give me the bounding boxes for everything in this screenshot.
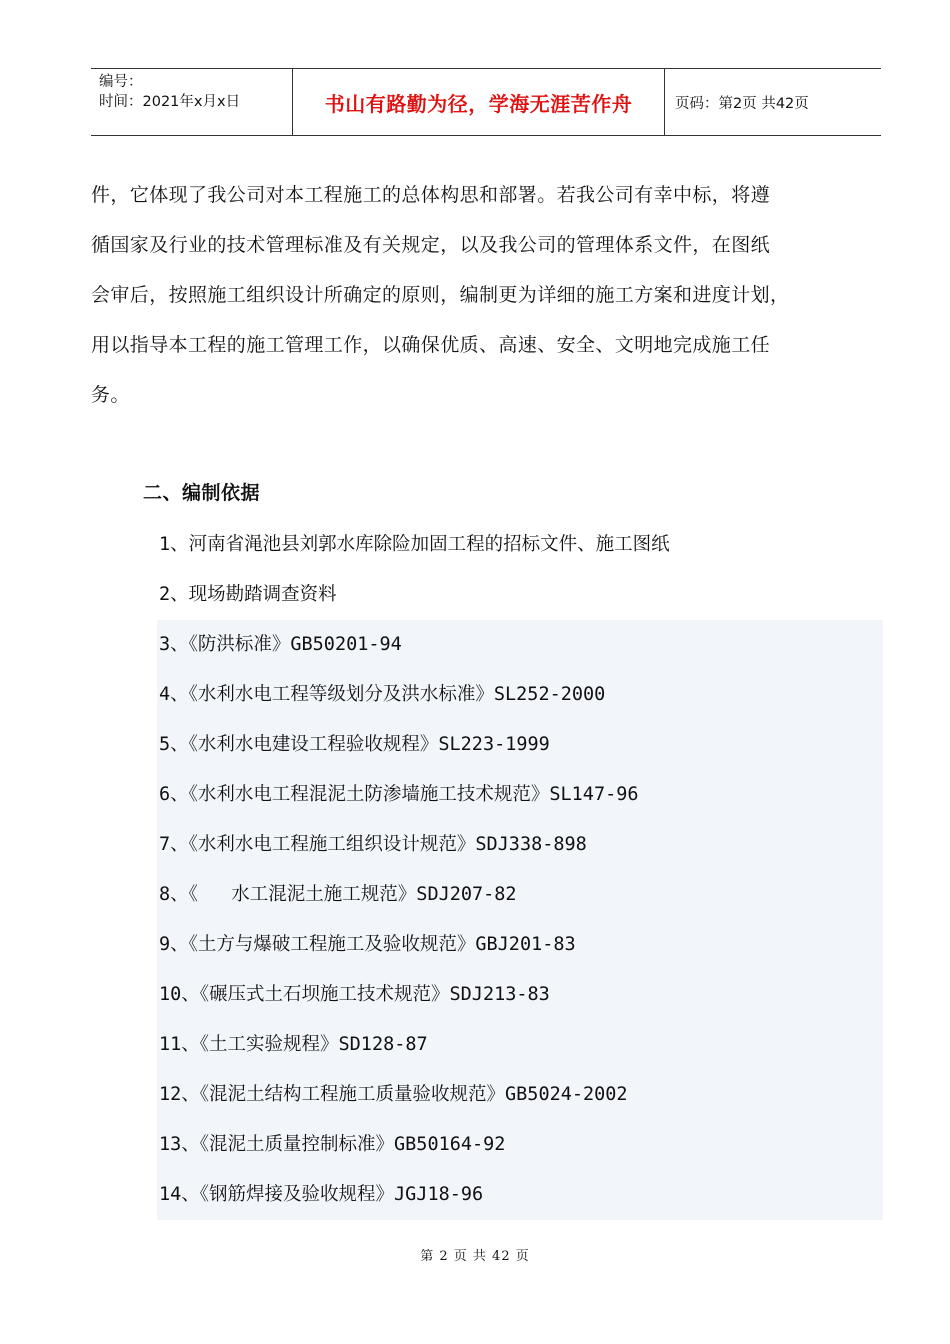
reference-item: 7、《水利水电工程施工组织设计规范》SDJ338-898 bbox=[157, 820, 883, 870]
section-title: 二、编制依据 bbox=[143, 482, 261, 504]
reference-item: 11、《土工实验规程》SD128-87 bbox=[157, 1020, 883, 1070]
body-line: 循国家及行业的技术管理标准及有关规定，以及我公司的管理体系文件，在图纸 bbox=[91, 234, 771, 256]
header-motto: 书山有路勤为径，学海无涯苦作舟 bbox=[324, 91, 633, 116]
body-line: 会审后，按照施工组织设计所确定的原则，编制更为详细的施工方案和进度计划， bbox=[91, 284, 790, 306]
reference-item: 14、《钢筋焊接及验收规程》JGJ18-96 bbox=[157, 1170, 883, 1220]
reference-item: 2、现场勘踏调查资料 bbox=[159, 584, 337, 605]
header-page-cell bbox=[665, 69, 881, 135]
body-line: 件，它体现了我公司对本工程施工的总体构思和部署。若我公司有幸中标，将遵 bbox=[91, 184, 771, 206]
page-header bbox=[91, 68, 881, 136]
reference-list bbox=[157, 520, 883, 1220]
reference-item: 13、《混泥土质量控制标准》GB50164-92 bbox=[157, 1120, 883, 1170]
reference-item: 4、《水利水电工程等级划分及洪水标准》SL252-2000 bbox=[157, 670, 883, 720]
reference-item: 10、《碾压式土石坝施工技术规范》SDJ213-83 bbox=[157, 970, 883, 1020]
reference-item: 6、《水利水电工程混泥土防渗墙施工技术规范》SL147-96 bbox=[157, 770, 883, 820]
reference-item: 12、《混泥土结构工程施工质量验收规范》GB5024-2002 bbox=[157, 1070, 883, 1120]
body-paragraph bbox=[91, 170, 891, 420]
document-number-label: 编号： bbox=[99, 74, 143, 90]
page-footer: 第 2 页 共 42 页 bbox=[420, 1249, 530, 1264]
body-line: 务。 bbox=[91, 384, 130, 406]
header-page-number: 页码：第2页 共42页 bbox=[675, 95, 809, 112]
document-time-label: 时间：2021年x月x日 bbox=[99, 94, 241, 110]
header-motto-cell bbox=[293, 69, 665, 135]
reference-item: 5、《水利水电建设工程验收规程》SL223-1999 bbox=[157, 720, 883, 770]
reference-item: 1、河南省渑池县刘郭水库除险加固工程的招标文件、施工图纸 bbox=[159, 534, 670, 555]
header-meta bbox=[91, 69, 293, 135]
reference-item: 3、《防洪标准》GB50201-94 bbox=[157, 620, 883, 670]
body-line: 用以指导本工程的施工管理工作，以确保优质、高速、安全、文明地完成施工任 bbox=[91, 334, 771, 356]
reference-item: 9、《土方与爆破工程施工及验收规范》GBJ201-83 bbox=[157, 920, 883, 970]
reference-item: 8、《 水工混泥土施工规范》SDJ207-82 bbox=[157, 870, 883, 920]
